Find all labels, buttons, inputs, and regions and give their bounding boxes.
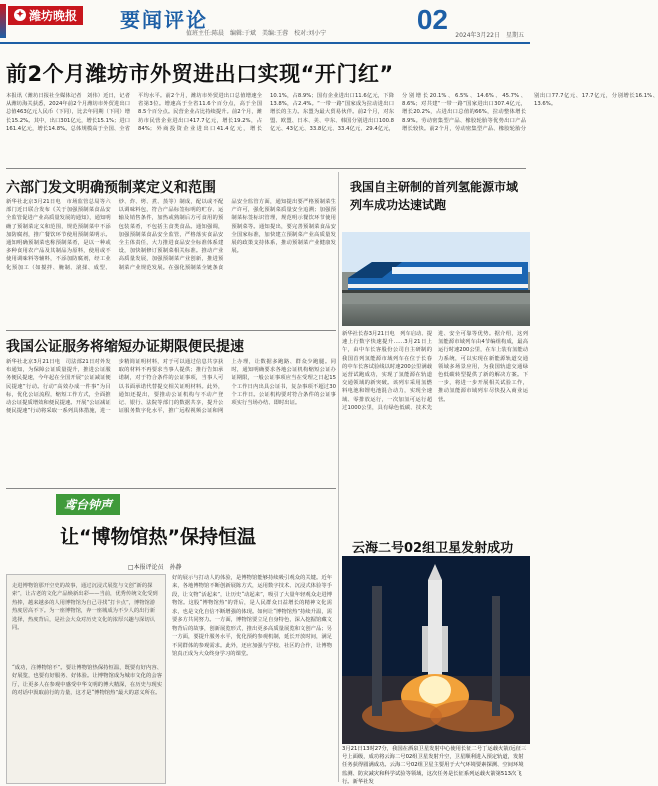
masthead: [0, 0, 530, 44]
rocket-launch-photo: [342, 556, 530, 744]
hydrogen-train-image: [342, 232, 530, 304]
rocket-launch-image: [342, 556, 530, 744]
train-photo: [342, 232, 530, 304]
museum-quote: 走进博物馆那开空史的故事，通过沉浸式展览与文创“新的探索”，让古老的文化产品焕新出彩——当前，优秀传统文化受到热捧，越来越多的人用博物馆为自己寻找“打卡点”，博物馆游热度居高不下。为一座博物馆，奔一座城成为不少人的出行新选择，热度背后，是社会大众对历史文化的浓厚兴趣与深切认同。: [12, 583, 158, 632]
section-divider: [6, 330, 336, 331]
paper-logo: [8, 6, 83, 25]
rocket-caption: 3月21日13时27分，我国在酒泉卫星发射中心使用长征二号丁运载火箭/远征三号上面级，成功将云海二号02组卫星发射升空，卫星顺利进入预定轨道，发射任务获得圆满成功。云海二号02组卫星主要用于大气环境要素探测、空间环境监测、防灾减灾和科学试验等领域，这次任务是长征系列运载火箭第513次飞行。新华社发: [342, 746, 527, 785]
museum-headline: 让“博物馆热”保持恒温: [60, 526, 256, 548]
lead-headline: 前2个月潍坊市外贸进出口实现“开门红”: [6, 62, 394, 86]
train-article-body: 新华社长春3月21日电 列车启动、提速上行数字快速提升……3月21日上午，由中车长客股份公司自主研制的我国首列氢能源市域列车在位于长春的中车长客试验线以时速200公里满载运营试跑成功，实现了氢能源在轨道交通领域的新突破。该列车采用氢燃料电池和锂电池混合动力，实现全速域、零排放运行，一次加氢可运行超过1000公里，具有绿色低碳、技术先进、安全可靠等优势。据介绍，这列氢能源市域列车由4节编组构成，最高运行时速200公里，在车上装有氢能动力系统，可以实现在新能源轨道交通领域多场景应用，为我国轨道交通绿色低碳转型提供了新的解决方案。下一步，将进一步开展相关试验工作，推动氢能源市域列车尽快投入商业运营。: [342, 331, 528, 411]
column-banner: [56, 494, 120, 514]
food-headline: 六部门发文明确预制菜定义和范围: [6, 180, 216, 196]
section-title: 要闻评论: [120, 8, 208, 32]
food-article-body: 新华社北京3月21日电 市场监管总局等六部门近日联合发布《关于加强预制菜食品安全监管促进产业高质量发展的通知》，通知明确了预制菜定义和范围，规范预制菜中不添加防腐剂，推广餐饮环节使用预制菜明示。通知明确预制菜也称预制菜肴，是以一种或多种食用农产品及其制品为原料，使用或不使用调味料等辅料，不添加防腐剂，经工业化预加工（如搅拌、腌制、滚揉、成型、炒、炸、烤、煮、蒸等）制成，配以或不配以调味料包，符合产品标签标明的贮存、运输及销售条件，加热或熟制后方可食用的预包装菜肴，不包括主食类食品。通知强调，加强预制菜食品安全监管，严格落实食品安全主体责任，大力推进食品安全标准体系建设，加快制修订预制菜相关标准。推动产业高质量发展，加强预制菜产业创新，推进预制菜产业规范发展。在强化预制菜全链条食品安全监管方面，通知提出要严格预制菜生产许可，强化预制菜质量安全追溯；加强预制菜标签标识管理，规范明示餐饮环节使用预制菜等。通知提出，要完善预制菜食品安全国家标准，加快建立预制菜产业高质量发展的政策支持体系，推动预制菜产业健康发展。: [6, 199, 336, 271]
editor-credits: 值班主任:陈晨 编辑:于斌 美编:王蓉 校对:刘小宁: [186, 30, 327, 37]
accent-strip: [0, 4, 6, 38]
section-divider: [6, 168, 526, 169]
page-number: 02: [416, 4, 448, 35]
column-divider: [338, 172, 339, 782]
column-name: 鸢台钟声: [56, 494, 120, 515]
train-headline: 我国自主研制的首列氢能源市域列车成功达速试跑: [350, 180, 519, 212]
museum-article-body-left: “成功，注博物馆不”。要让博物馆热保持恒温，既要有好内容、好展览，也要有好服务、好体验。让博物馆成为城市文化的会客厅，让更多人在参观中感受中华文明的博大精深，在历史与现实的对话中汲取前行的力量，这才是“博物馆热”最大的意义所在。: [12, 665, 162, 697]
lead-article-body: 本报讯（潍坊日报社全媒体记者 刘伟）近日，记者从潍坊海关获悉，2024年前2个月潍坊市外贸进出口总值463亿元人民币（下同），比去年同期（下同）增长15.2%。其中，出口301亿元，增长15.1%；进口161.4亿元，增长14.8%。总体规模高于全国、全省平均水平。前2个月，潍坊市外贸进出口总值增速全省第3位。增速高于全省11.6个百分点，高于全国8.5个百分点。民营企业占比持续提升。前2个月，潍坊市民营企业进出口417.7亿元，增长19.2%，占84%；外商投资企业进出口41.4亿元，增长10.1%，占8.9%；国有企业进出口11.6亿元，下降13.8%，占2.4%。“一带一路”国家成为拉动进出口增长的主力。东盟为最大贸易伙伴。前2个月，对东盟、欧盟、日本、美、中东、韩国分别进出口100.8亿元、43亿元、33.8亿元、33.4亿元、29.4亿元，分别增长20.1%、6.5%、14.6%、45.7%、8.6%；对共建“一带一路”国家进出口307.4亿元，增长20.2%，占进出口总值的66%，拉动整体增长8.9%。劳动密集型产品、橡胶轮胎等优势出口产品增长较快。前2个月，劳动密集型产品、橡胶轮胎分别出口77.7亿元、17.7亿元，分别增长16.1%、13.6%。: [6, 93, 658, 132]
notary-article-body: 新华社北京3月21日电 司法部21日对外发布通知，为保障公证质量提升，推进公证服务便民提速，今年起在全国开展“公证减证便民提速”行动。行动“高效办成一件事”为目标，优化公证流程，缩短工作方式，全面推动公证提质增效和便民提速。开展“公证减证便民提速”行动将采取一系列具体措施，进一步精简证明材料，对于可以通过信息共享获取的材料不再要求当事人提供；推行告知承诺制，对于符合条件的公证事项，当事人可以书面承诺代替提交相关证明材料。此外，通知还提出，要推动公证机构与不动产登记、银行、法院等部门的数据共享，提升公证服务数字化水平，推广远程视频公证和网上办理，让数据多跑路、群众少跑腿。同时，通知明确要求各地公证机构缩短公证办证期限，一般公证事项应当在受理之日起15个工作日内出具公证书，复杂事项不超过30个工作日。公证机构要对符合条件的公证事项实行当场办结、即时出证。: [6, 359, 336, 415]
museum-article-body: 好的展示与打动人的体验，是博物馆能够持续吸引观众的关键。近年来，各地博物馆不断创新展陈方式，运用数字技术、沉浸式体验等手段，让文物“活起来”，让历史“动起来”，吸引了大量年轻观众走进博物馆。这股“博物馆热”的背后，是人民群众日益增长的精神文化需求，也是文化自信不断增强的体现。如何让“博物馆热”持续升温，需要多方共同努力。一方面，博物馆要立足自身特色，深入挖掘馆藏文物背后的故事，创新展览形式，推出更多高质量展览和文创产品；另一方面，要提升服务水平，优化预约参观机制，延长开放时间，满足不同群体的参观需求。此外，还应加强与学校、社区的合作，让博物馆真正成为大众终身学习的课堂。: [172, 575, 332, 658]
paper-logo-icon: ✦: [14, 9, 26, 21]
brand-bar: [8, 6, 83, 24]
museum-byline: □本报评论员 孙静: [128, 564, 182, 571]
satellite-headline: 云海二号02组卫星发射成功: [352, 541, 514, 556]
track-bed: [342, 304, 530, 326]
paper-name: 潍坊晚报: [29, 8, 78, 23]
masthead-rule: [0, 42, 530, 44]
issue-date: 2024年3月22日 星期五: [455, 32, 524, 39]
section-divider: [6, 488, 336, 489]
notary-headline: 我国公证服务将缩短办证期限便民提速: [6, 339, 244, 355]
